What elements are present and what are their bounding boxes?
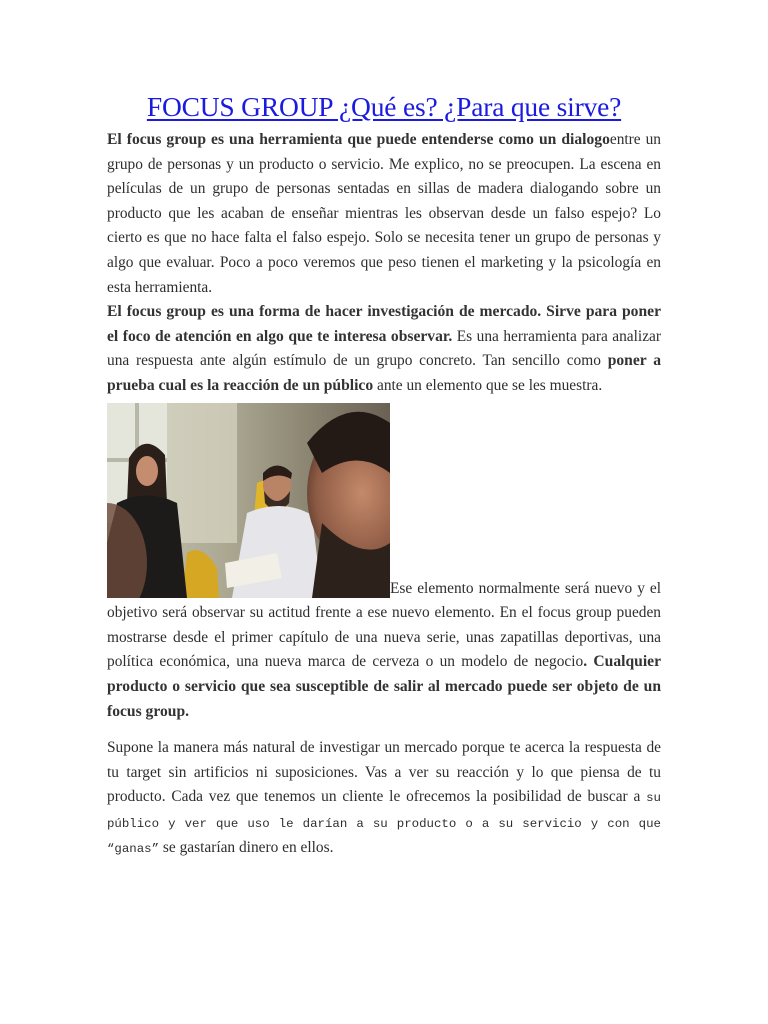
- focus-group-photo: [107, 403, 390, 598]
- intro-text: entre un grupo de personas y un producto o servicio. Me explico, no se preocupen. La escena en películas de un grupo de personas sentadas en sillas de madera dialogando sobre un producto que les acaban de enseñar mientras les observan desde un falso espejo? Lo cierto es que no hace falta el falso espejo. Solo se necesita tener un grupo de personas y algo que evaluar. Poco a poco veremos que peso tienen el marketing y la psicología en esta herramienta.: [107, 131, 661, 296]
- market-mono-text: su público y ver que uso le darían a su producto o a su servicio y con que “ganas”: [107, 791, 661, 857]
- definition-text-end: ante un elemento que se les muestra.: [373, 376, 603, 394]
- market-text: Supone la manera más natural de investigar un mercado porque te acerca la respuesta de tu target sin artificios ni suposiciones. Vas a ver su reacción y lo que piensa de tu producto. Cada vez que tenemos un cliente le ofrecemos la posibilidad de buscar a: [107, 739, 661, 806]
- market-text-end: se gastarían dinero en ellos.: [159, 839, 334, 857]
- paragraph-market: [107, 736, 661, 862]
- document-page: [107, 90, 661, 862]
- definition-text: Es una herramienta para analizar una respuesta ante algún estímulo de un grupo concreto. Tan sencillo como: [107, 327, 661, 370]
- element-bold-text: . Cualquier producto o servicio que sea susceptible de salir al mercado puede ser objeto de un focus group.: [107, 653, 661, 720]
- paragraph-definition: [107, 300, 661, 398]
- page-title: FOCUS GROUP ¿Qué es? ¿Para que sirve?: [146, 91, 622, 122]
- paragraph-intro: [107, 128, 661, 300]
- definition-bold-highlight: poner a prueba cual es la reacción de un público: [107, 352, 661, 394]
- element-text: Ese elemento normalmente será nuevo y el objetivo será observar su actitud frente a ese nuevo elemento. En el focus group pueden mostrarse desde el primer capítulo de una nueva serie, unas zapatillas deportivas, una política económica, una nueva marca de cerveza o un modelo de negocio: [107, 579, 661, 671]
- intro-bold-text: El focus group es una herramienta que puede entenderse como un dialogo: [107, 131, 610, 148]
- definition-bold-text: El focus group es una forma de hacer investigación de mercado. Sirve para poner el foco de atención en algo que te interesa observar.: [107, 303, 661, 345]
